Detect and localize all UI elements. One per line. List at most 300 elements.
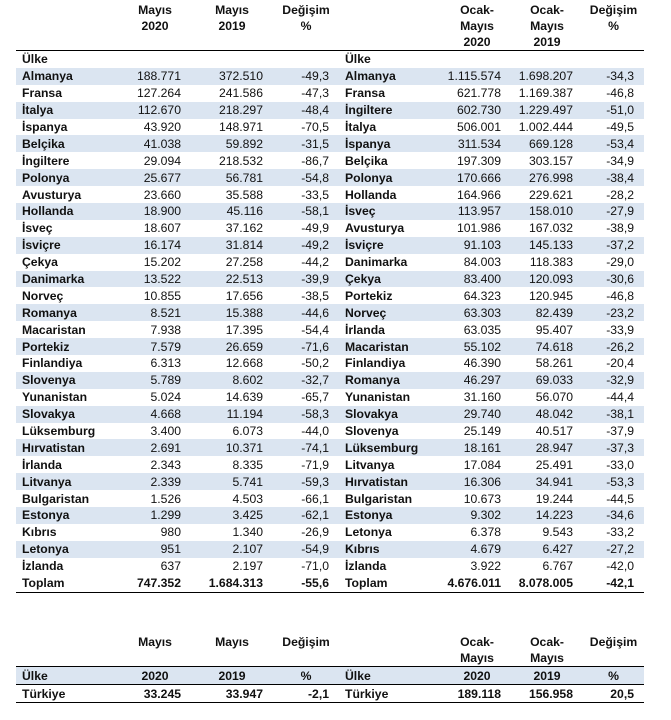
header-jan-may-2019: Ocak- Mayıs bbox=[530, 635, 564, 665]
table-row bbox=[16, 439, 644, 456]
value-cell: 112.670 bbox=[119, 102, 191, 119]
change-cell: -26,9 bbox=[301, 525, 329, 540]
value-cell: 101.986 bbox=[456, 221, 501, 236]
header-change bbox=[273, 0, 339, 51]
change-cell: -54,8 bbox=[273, 169, 339, 186]
top-table-container bbox=[16, 0, 644, 593]
value-cell: 3.922 bbox=[470, 559, 501, 574]
value-cell: 4.503 bbox=[232, 491, 263, 506]
value-cell: 6.073 bbox=[232, 424, 263, 439]
value-cell: 46.390 bbox=[463, 356, 501, 371]
year-label: 2020 bbox=[443, 667, 511, 685]
value-cell: 28.947 bbox=[511, 439, 583, 456]
year-label: 2019 bbox=[511, 667, 583, 685]
country-name: Lüksemburg bbox=[22, 424, 96, 439]
value-cell: 7.938 bbox=[150, 322, 181, 337]
country-name: Norveç bbox=[22, 288, 64, 303]
value-cell: 8.521 bbox=[119, 304, 191, 321]
table-row bbox=[16, 135, 644, 152]
total-change: -55,6 bbox=[273, 575, 339, 592]
value-cell: 164.966 bbox=[456, 187, 501, 202]
value-cell: 33.947 bbox=[191, 685, 273, 703]
total-value: 4.676.011 bbox=[443, 575, 511, 592]
value-cell: 25.677 bbox=[119, 169, 191, 186]
value-cell: 1.526 bbox=[150, 491, 181, 506]
change-cell: -37,3 bbox=[583, 439, 644, 456]
value-cell: 64.323 bbox=[463, 288, 501, 303]
value-cell: 40.517 bbox=[535, 424, 573, 439]
change-cell: -71,0 bbox=[301, 559, 329, 574]
country-name: Slovakya bbox=[339, 406, 443, 423]
country-label: Ülke bbox=[339, 667, 443, 685]
change-cell: -58,3 bbox=[273, 406, 339, 423]
value-cell: 91.103 bbox=[443, 237, 511, 254]
country-name: Hırvatistan bbox=[339, 473, 443, 490]
change-cell: -39,9 bbox=[273, 271, 339, 288]
change-cell: -86,7 bbox=[301, 153, 329, 168]
value-cell: 1.299 bbox=[119, 507, 191, 524]
change-cell: -44,2 bbox=[301, 255, 329, 270]
value-cell: 951 bbox=[119, 541, 191, 558]
change-cell: -53,4 bbox=[583, 135, 644, 152]
header-jan-may-2020 bbox=[443, 0, 511, 51]
country-name: Polonya bbox=[16, 169, 119, 186]
change-cell: -32,7 bbox=[273, 372, 339, 389]
header-line: % bbox=[300, 19, 312, 33]
value-cell: 82.439 bbox=[511, 304, 583, 321]
value-cell: 63.035 bbox=[463, 322, 501, 337]
header-line: Mayıs bbox=[215, 3, 249, 17]
value-cell: 145.133 bbox=[511, 237, 583, 254]
value-cell: 5.789 bbox=[119, 372, 191, 389]
value-cell: 16.306 bbox=[443, 473, 511, 490]
value-cell: 6.378 bbox=[470, 525, 501, 540]
change-cell: -70,5 bbox=[301, 120, 329, 134]
change-cell: -29,0 bbox=[606, 255, 634, 270]
value-cell: 23.660 bbox=[143, 187, 181, 202]
country-name: Hollanda bbox=[345, 187, 397, 202]
change-cell: -44,0 bbox=[301, 424, 329, 439]
table-row bbox=[16, 406, 644, 423]
table-row bbox=[16, 203, 644, 220]
value-cell: 218.532 bbox=[218, 153, 263, 168]
country-name: Türkiye bbox=[16, 685, 119, 703]
empty-cell bbox=[583, 51, 644, 68]
value-cell: 48.042 bbox=[511, 406, 583, 423]
value-cell: 13.522 bbox=[119, 271, 191, 288]
value-cell: 158.010 bbox=[511, 203, 583, 220]
country-name: Litvanya bbox=[345, 457, 395, 472]
value-cell: 506.001 bbox=[456, 120, 501, 134]
table-row bbox=[16, 119, 644, 136]
country-name: Yunanistan bbox=[22, 390, 88, 405]
country-name: Litvanya bbox=[16, 473, 119, 490]
value-cell: 188.771 bbox=[119, 68, 191, 85]
change-cell: -33,9 bbox=[606, 322, 634, 337]
change-cell: -31,5 bbox=[273, 135, 339, 152]
value-cell: 8.602 bbox=[191, 372, 273, 389]
value-cell: 56.781 bbox=[191, 169, 273, 186]
change-cell: -26,2 bbox=[583, 338, 644, 355]
value-cell: 311.534 bbox=[443, 135, 511, 152]
value-cell: 25.149 bbox=[463, 424, 501, 439]
header-jan-may-2020: Ocak- Mayıs bbox=[460, 635, 494, 665]
country-name: Çekya bbox=[22, 255, 58, 270]
total-row bbox=[16, 575, 644, 592]
value-cell: 6.427 bbox=[511, 541, 583, 558]
value-cell: 63.303 bbox=[443, 304, 511, 321]
value-cell: 19.244 bbox=[535, 491, 573, 506]
country-label-row bbox=[16, 51, 644, 68]
country-name: Almanya bbox=[16, 68, 119, 85]
change-cell: -34,3 bbox=[583, 68, 644, 85]
country-name: Letonya bbox=[16, 541, 119, 558]
value-cell: 2.107 bbox=[191, 541, 273, 558]
total-value: 747.352 bbox=[119, 575, 191, 592]
bottom-data-table bbox=[16, 632, 644, 703]
value-cell: 10.673 bbox=[463, 491, 501, 506]
value-cell: 118.383 bbox=[529, 255, 573, 270]
table-row bbox=[16, 338, 644, 355]
country-name: İsviçre bbox=[16, 237, 119, 254]
value-cell: 156.958 bbox=[511, 685, 583, 703]
value-cell: 2.343 bbox=[150, 457, 181, 472]
value-cell: 5.741 bbox=[191, 473, 273, 490]
value-cell: 7.579 bbox=[119, 338, 191, 355]
country-name: Finlandiya bbox=[22, 356, 83, 371]
country-name: Letonya bbox=[345, 525, 392, 540]
value-cell: 6.767 bbox=[542, 559, 573, 574]
value-cell: 27.258 bbox=[225, 255, 263, 270]
total-value: 8.078.005 bbox=[511, 575, 583, 592]
change-cell: -27,2 bbox=[583, 541, 644, 558]
country-name: Macaristan bbox=[339, 338, 443, 355]
header-spacer bbox=[16, 0, 119, 51]
value-cell: 22.513 bbox=[191, 271, 273, 288]
top-header-row bbox=[16, 0, 644, 51]
table-row bbox=[16, 186, 644, 203]
value-cell: 2.691 bbox=[119, 439, 191, 456]
country-name: İtalya bbox=[16, 102, 119, 119]
country-name: İngiltere bbox=[339, 102, 443, 119]
header-line: Değişim bbox=[282, 3, 330, 17]
value-cell: 31.814 bbox=[191, 237, 273, 254]
change-cell: -38,1 bbox=[583, 406, 644, 423]
value-cell: 303.157 bbox=[528, 153, 573, 168]
header-may-2019: Mayıs bbox=[215, 635, 249, 649]
table-row bbox=[16, 254, 644, 271]
value-cell: 33.245 bbox=[119, 685, 191, 703]
change-cell: -32,9 bbox=[583, 372, 644, 389]
value-cell: 29.094 bbox=[143, 153, 181, 168]
table-row bbox=[16, 68, 644, 85]
value-cell: 14.223 bbox=[511, 507, 583, 524]
country-name: İsviçre bbox=[339, 237, 443, 254]
value-cell: 58.261 bbox=[535, 356, 573, 371]
value-cell: 4.668 bbox=[119, 406, 191, 423]
value-cell: 56.070 bbox=[535, 390, 573, 405]
country-name: Fransa bbox=[345, 86, 385, 101]
table-row bbox=[16, 456, 644, 473]
value-cell: 241.586 bbox=[218, 86, 263, 101]
change-cell: -66,1 bbox=[301, 491, 329, 506]
value-cell: 5.024 bbox=[150, 390, 181, 405]
change-cell: -44,6 bbox=[273, 304, 339, 321]
value-cell: 120.093 bbox=[511, 271, 583, 288]
value-cell: 18.900 bbox=[119, 203, 191, 220]
country-name: Finlandiya bbox=[345, 356, 406, 371]
value-cell: 25.491 bbox=[535, 457, 573, 472]
value-cell: 621.778 bbox=[456, 86, 501, 101]
header-change-ytd: Değişim bbox=[589, 635, 638, 649]
value-cell: 31.160 bbox=[463, 390, 501, 405]
header-line: % bbox=[608, 19, 619, 33]
table-row bbox=[16, 558, 644, 575]
country-name: Romanya bbox=[339, 372, 443, 389]
value-cell: 6.313 bbox=[150, 356, 181, 371]
change-cell: -2,1 bbox=[273, 685, 339, 703]
change-cell: -47,3 bbox=[301, 86, 329, 101]
country-name: İrlanda bbox=[22, 457, 62, 472]
country-name: İzlanda bbox=[345, 559, 387, 574]
value-cell: 229.621 bbox=[528, 187, 573, 202]
value-cell: 637 bbox=[160, 559, 181, 574]
value-cell: 35.588 bbox=[225, 187, 263, 202]
country-name: Danimarka bbox=[16, 271, 119, 288]
header-may-2020 bbox=[119, 0, 191, 51]
country-name: Çekya bbox=[339, 271, 443, 288]
value-cell: 15.202 bbox=[143, 255, 181, 270]
table-row bbox=[16, 220, 644, 237]
value-cell: 148.971 bbox=[218, 120, 263, 134]
change-cell: -53,3 bbox=[583, 473, 644, 490]
header-may-2019 bbox=[191, 0, 273, 51]
table-row bbox=[16, 287, 644, 304]
change-cell: -38,9 bbox=[606, 221, 634, 236]
change-cell: -51,0 bbox=[583, 102, 644, 119]
header-line: 2020 bbox=[463, 35, 491, 49]
country-name: Bulgaristan bbox=[345, 491, 413, 506]
country-name: Slovakya bbox=[16, 406, 119, 423]
header-line: 2019 bbox=[218, 19, 246, 33]
country-name: Belçika bbox=[345, 153, 388, 168]
table-row bbox=[16, 372, 644, 389]
value-cell: 8.335 bbox=[232, 457, 263, 472]
country-label: Ülke bbox=[339, 51, 443, 68]
change-cell: -49,2 bbox=[273, 237, 339, 254]
empty-cell bbox=[511, 51, 583, 68]
country-name: Kıbrıs bbox=[339, 541, 443, 558]
value-cell: 18.607 bbox=[143, 221, 181, 236]
table-row bbox=[16, 490, 644, 507]
value-cell: 26.659 bbox=[191, 338, 273, 355]
change-cell: -46,8 bbox=[606, 288, 634, 303]
table-row bbox=[16, 271, 644, 288]
table-row bbox=[16, 507, 644, 524]
header-change-ytd bbox=[583, 0, 644, 51]
change-cell: -27,9 bbox=[583, 203, 644, 220]
change-cell: -49,3 bbox=[273, 68, 339, 85]
country-label: Ülke bbox=[16, 51, 119, 68]
table-row bbox=[16, 355, 644, 372]
table-row bbox=[16, 321, 644, 338]
value-cell: 41.038 bbox=[119, 135, 191, 152]
header-line: Mayıs bbox=[530, 19, 564, 33]
bottom-header-row bbox=[16, 632, 644, 667]
country-name: Estonya bbox=[16, 507, 119, 524]
value-cell: 372.510 bbox=[191, 68, 273, 85]
country-name: Portekiz bbox=[345, 288, 393, 303]
change-cell: -38,5 bbox=[301, 288, 329, 303]
table-row bbox=[16, 389, 644, 406]
header-line: Ocak- bbox=[460, 3, 494, 17]
change-cell: -71,9 bbox=[301, 457, 329, 472]
country-name: Yunanistan bbox=[345, 390, 411, 405]
value-cell: 17.395 bbox=[225, 322, 263, 337]
value-cell: 1.340 bbox=[232, 525, 263, 540]
change-cell: -34,6 bbox=[583, 507, 644, 524]
change-cell: -33,0 bbox=[606, 457, 634, 472]
country-name: Belçika bbox=[16, 135, 119, 152]
table-row bbox=[16, 541, 644, 558]
country-name: Slovenya bbox=[16, 372, 119, 389]
change-cell: -33,2 bbox=[606, 525, 634, 540]
value-cell: 120.945 bbox=[528, 288, 573, 303]
header-line: Mayıs bbox=[138, 3, 172, 17]
value-cell: 602.730 bbox=[443, 102, 511, 119]
table-row bbox=[16, 102, 644, 119]
country-name: Almanya bbox=[339, 68, 443, 85]
table-row bbox=[16, 85, 644, 102]
value-cell: 9.543 bbox=[542, 525, 573, 540]
total-label: Toplam bbox=[16, 575, 119, 592]
value-cell: 1.229.497 bbox=[511, 102, 583, 119]
value-cell: 59.892 bbox=[191, 135, 273, 152]
empty-cell bbox=[273, 51, 339, 68]
country-name: İspanya bbox=[339, 135, 443, 152]
change-cell: 20,5 bbox=[583, 685, 644, 703]
country-name: Macaristan bbox=[22, 322, 86, 337]
total-value: 1.684.313 bbox=[191, 575, 273, 592]
empty-cell bbox=[119, 51, 191, 68]
value-cell: 4.679 bbox=[443, 541, 511, 558]
value-cell: 16.174 bbox=[119, 237, 191, 254]
change-cell: -49,9 bbox=[301, 221, 329, 236]
country-name: Romanya bbox=[16, 304, 119, 321]
country-name: İrlanda bbox=[345, 322, 385, 337]
change-cell: -58,1 bbox=[273, 203, 339, 220]
value-cell: 1.698.207 bbox=[511, 68, 583, 85]
year-label: 2019 bbox=[191, 667, 273, 685]
value-cell: 84.003 bbox=[463, 255, 501, 270]
value-cell: 10.855 bbox=[143, 288, 181, 303]
value-cell: 127.264 bbox=[136, 86, 181, 101]
table-row bbox=[16, 152, 644, 169]
country-name: İspanya bbox=[22, 120, 68, 134]
change-cell: -62,1 bbox=[273, 507, 339, 524]
table-row bbox=[16, 524, 644, 541]
country-label: Ülke bbox=[16, 667, 119, 685]
change-cell: -54,4 bbox=[301, 322, 329, 337]
change-cell: -30,6 bbox=[583, 271, 644, 288]
change-cell: -54,9 bbox=[273, 541, 339, 558]
change-cell: -49,5 bbox=[606, 120, 634, 134]
change-cell: -71,6 bbox=[273, 338, 339, 355]
country-name: Portekiz bbox=[16, 338, 119, 355]
country-name: Fransa bbox=[22, 86, 62, 101]
header-line: Ocak- bbox=[530, 3, 564, 17]
empty-cell bbox=[443, 51, 511, 68]
change-cell: -48,4 bbox=[273, 102, 339, 119]
value-cell: 29.740 bbox=[443, 406, 511, 423]
value-cell: 113.957 bbox=[443, 203, 511, 220]
value-cell: 11.194 bbox=[191, 406, 273, 423]
percent-label: % bbox=[583, 667, 644, 685]
country-name: Hollanda bbox=[16, 203, 119, 220]
total-label: Toplam bbox=[339, 575, 443, 592]
country-name: Lüksemburg bbox=[339, 439, 443, 456]
header-line: Mayıs bbox=[460, 19, 494, 33]
country-name: İzlanda bbox=[22, 559, 64, 574]
value-cell: 2.339 bbox=[119, 473, 191, 490]
value-cell: 45.116 bbox=[191, 203, 273, 220]
value-cell: 167.032 bbox=[528, 221, 573, 236]
change-cell: -33,5 bbox=[301, 187, 329, 202]
change-cell: -50,2 bbox=[301, 356, 329, 371]
value-cell: 1.002.444 bbox=[518, 120, 573, 134]
change-cell: -74,1 bbox=[273, 439, 339, 456]
percent-label: % bbox=[273, 667, 339, 685]
bottom-subheader-row bbox=[16, 667, 644, 685]
value-cell: 46.297 bbox=[443, 372, 511, 389]
value-cell: 34.941 bbox=[511, 473, 583, 490]
header-line: Değişim bbox=[589, 3, 638, 17]
value-cell: 74.618 bbox=[511, 338, 583, 355]
country-name: Avusturya bbox=[22, 187, 82, 202]
top-data-table bbox=[16, 0, 644, 593]
value-cell: 9.302 bbox=[443, 507, 511, 524]
country-name: İtalya bbox=[345, 120, 377, 134]
country-name: İsveç bbox=[22, 221, 53, 236]
value-cell: 669.128 bbox=[511, 135, 583, 152]
value-cell: 37.162 bbox=[225, 221, 263, 236]
value-cell: 197.309 bbox=[456, 153, 501, 168]
change-cell: -44,4 bbox=[606, 390, 634, 405]
country-name: Danimarka bbox=[345, 255, 408, 270]
country-name: Polonya bbox=[339, 169, 443, 186]
value-cell: 2.197 bbox=[232, 559, 263, 574]
change-cell: -37,9 bbox=[606, 424, 634, 439]
value-cell: 3.425 bbox=[191, 507, 273, 524]
country-name: Türkiye bbox=[339, 685, 443, 703]
total-change: -42,1 bbox=[583, 575, 644, 592]
value-cell: 83.400 bbox=[443, 271, 511, 288]
header-line: 2019 bbox=[533, 35, 561, 49]
value-cell: 18.161 bbox=[443, 439, 511, 456]
header-jan-may-2019 bbox=[511, 0, 583, 51]
bottom-table-container bbox=[16, 632, 644, 703]
value-cell: 15.388 bbox=[191, 304, 273, 321]
value-cell: 17.084 bbox=[463, 457, 501, 472]
year-label: 2020 bbox=[119, 667, 191, 685]
change-cell: -38,4 bbox=[583, 169, 644, 186]
value-cell: 189.118 bbox=[443, 685, 511, 703]
country-name: Avusturya bbox=[345, 221, 405, 236]
change-cell: -37,2 bbox=[583, 237, 644, 254]
empty-cell bbox=[191, 51, 273, 68]
country-name: Bulgaristan bbox=[22, 491, 90, 506]
change-cell: -65,7 bbox=[301, 390, 329, 405]
